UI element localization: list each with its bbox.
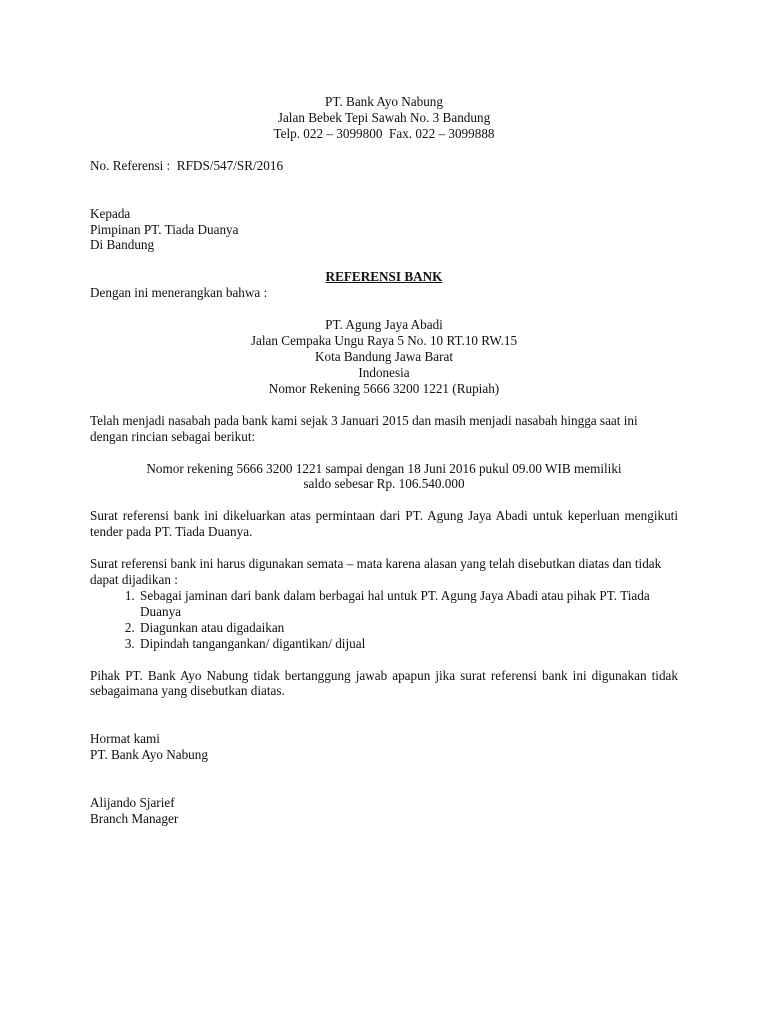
customer-city: Kota Bandung Jawa Barat <box>314 348 454 364</box>
para-liability: Pihak PT. Bank Ayo Nabung tidak bertanggung jawab apapun jika surat referensi bank ini digunakan tidak sebagaimana yang disebutkan diatas. <box>90 667 678 699</box>
intro-text: Dengan ini menerangkan bahwa : <box>90 285 268 301</box>
restrictions-list <box>90 588 678 652</box>
list-item: 3. Dipindah tangangankan/ digantikan/ dijual <box>138 636 678 652</box>
para-usage: Surat referensi bank ini harus digunakan semata – mata karena alasan yang telah disebutkan diatas dan tidak dapat dijadikan : <box>90 556 662 588</box>
letter-body <box>90 94 678 827</box>
customer-account: Nomor Rekening 5666 3200 1221 (Rupiah) <box>268 380 500 396</box>
reference-number: No. Referensi : RFDS/547/SR/2016 <box>90 157 284 173</box>
recipient-city: Di Bandung <box>90 237 155 253</box>
balance-block <box>90 461 678 493</box>
signature-block <box>90 795 678 827</box>
list-item: 2. Diagunkan atau digadaikan <box>138 620 678 636</box>
signatory-name: Alijando Sjarief <box>90 795 175 811</box>
letterhead-company: PT. Bank Ayo Nabung <box>325 94 443 109</box>
customer-name: PT. Agung Jaya Abadi <box>325 317 443 333</box>
closing-greeting: Hormat kami <box>90 731 160 747</box>
letterhead <box>90 94 678 142</box>
customer-country: Indonesia <box>358 364 410 380</box>
recipient-block <box>90 206 678 254</box>
list-item: 1. Sebagai jaminan dari bank dalam berbagai hal untuk PT. Agung Jaya Abadi atau pihak PT. Tiada Duanya <box>138 588 678 620</box>
balance-line-1: Nomor rekening 5666 3200 1221 sampai dengan 18 Juni 2016 pukul 09.00 WIB memiliki <box>146 460 622 476</box>
closing-company: PT. Bank Ayo Nabung <box>90 747 208 763</box>
closing-block <box>90 731 678 763</box>
letter-title: REFERENSI BANK <box>325 269 443 285</box>
letterhead-phone: Telp. 022 – 3099800 Fax. 022 – 3099888 <box>273 125 495 141</box>
recipient-to: Kepada <box>90 205 131 221</box>
letterhead-address: Jalan Bebek Tepi Sawah No. 3 Bandung <box>277 109 491 125</box>
balance-line-2: saldo sebesar Rp. 106.540.000 <box>303 476 465 492</box>
recipient-name: Pimpinan PT. Tiada Duanya <box>90 221 239 237</box>
customer-address: Jalan Cempaka Ungu Raya 5 No. 10 RT.10 RW.15 <box>250 333 518 349</box>
para-purpose: Surat referensi bank ini dikeluarkan atas permintaan dari PT. Agung Jaya Abadi untuk keperluan mengikuti tender pada PT. Tiada Duanya. <box>90 508 678 540</box>
para-customer-since: Telah menjadi nasabah pada bank kami sejak 3 Januari 2015 dan masih menjadi nasabah hingga saat ini dengan rincian sebagai berikut: <box>90 412 638 444</box>
customer-block <box>90 317 678 397</box>
signatory-position: Branch Manager <box>90 811 179 827</box>
